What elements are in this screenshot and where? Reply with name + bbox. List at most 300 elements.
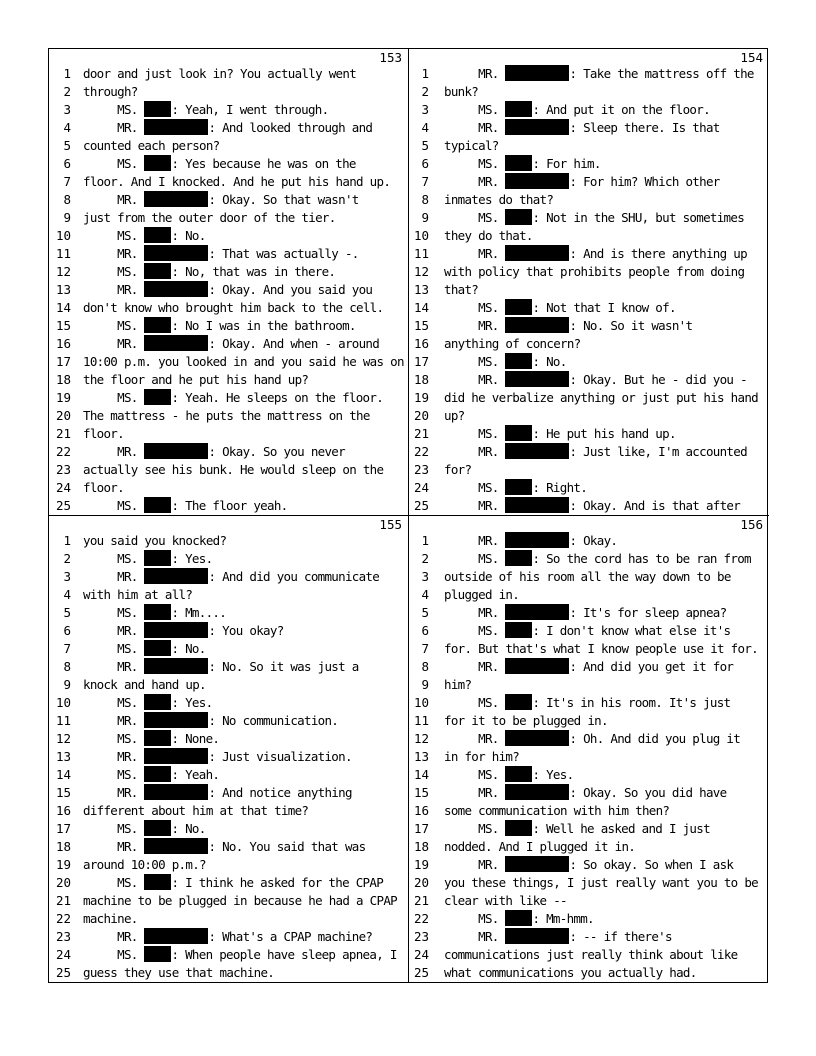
line-number: 22 bbox=[55, 444, 71, 459]
redaction-block bbox=[505, 820, 532, 836]
redaction-block bbox=[144, 658, 208, 674]
line-text: MS. : Yes. bbox=[83, 695, 213, 710]
line-text: 10:00 p.m. you looked in and you said he was on bbox=[83, 354, 404, 369]
line-number: 5 bbox=[63, 138, 71, 153]
line-number: 8 bbox=[421, 659, 429, 674]
line-number: 9 bbox=[421, 677, 429, 692]
line-number: 3 bbox=[421, 569, 429, 584]
line-text: MS. : For him. bbox=[444, 156, 601, 171]
line-number: 23 bbox=[55, 462, 71, 477]
line-text: communications just really think about like bbox=[444, 947, 738, 962]
line-number: 21 bbox=[413, 893, 429, 908]
line-text: MS. : I think he asked for the CPAP bbox=[83, 875, 384, 890]
transcript-line bbox=[409, 353, 769, 371]
transcript-line bbox=[49, 209, 408, 227]
page-number: 154 bbox=[740, 50, 763, 65]
transcript-line bbox=[409, 479, 769, 497]
redaction-block bbox=[505, 622, 532, 638]
line-text: door and just look in? You actually went bbox=[83, 66, 357, 81]
transcript-line bbox=[49, 766, 408, 784]
redaction-block bbox=[505, 209, 532, 225]
redaction-block bbox=[144, 748, 208, 764]
line-number: 21 bbox=[413, 426, 429, 441]
line-text: MS. : No I was in the bathroom. bbox=[83, 318, 356, 333]
line-text: MR. : Okay. But he - did you - bbox=[444, 372, 747, 387]
transcript-line bbox=[49, 856, 408, 874]
redaction-block bbox=[505, 479, 532, 495]
transcript-line bbox=[49, 874, 408, 892]
transcript-line bbox=[49, 622, 408, 640]
redaction-block bbox=[505, 245, 569, 261]
transcript-line bbox=[49, 568, 408, 586]
line-number: 11 bbox=[55, 713, 71, 728]
redaction-block bbox=[144, 928, 208, 944]
redaction-block bbox=[505, 532, 569, 548]
transcript-line bbox=[49, 317, 408, 335]
line-number: 6 bbox=[63, 623, 71, 638]
line-number: 7 bbox=[63, 174, 71, 189]
line-number: 17 bbox=[413, 354, 429, 369]
redaction-block bbox=[144, 838, 208, 854]
transcript-line bbox=[49, 820, 408, 838]
transcript-line bbox=[49, 461, 408, 479]
transcript-line bbox=[49, 425, 408, 443]
transcript-line bbox=[409, 263, 769, 281]
line-number: 19 bbox=[413, 857, 429, 872]
transcript-line bbox=[409, 658, 769, 676]
transcript-line bbox=[49, 892, 408, 910]
transcript-line bbox=[49, 838, 408, 856]
transcript-line bbox=[49, 443, 408, 461]
redaction-block bbox=[144, 155, 171, 171]
line-number: 5 bbox=[63, 605, 71, 620]
transcript-line bbox=[49, 65, 408, 83]
line-number: 8 bbox=[63, 659, 71, 674]
redaction-block bbox=[144, 820, 171, 836]
transcript-line bbox=[409, 245, 769, 263]
line-number: 16 bbox=[55, 803, 71, 818]
transcript-line bbox=[49, 946, 408, 964]
transcript-line bbox=[409, 281, 769, 299]
transcript-line bbox=[409, 694, 769, 712]
line-text: MS. : I don't know what else it's bbox=[444, 623, 731, 638]
line-text: MS. : Not that I know of. bbox=[444, 300, 676, 315]
transcript-page bbox=[409, 49, 769, 516]
line-text: MS. : Well he asked and I just bbox=[444, 821, 710, 836]
line-number: 18 bbox=[413, 839, 429, 854]
redaction-block bbox=[505, 910, 532, 926]
line-number: 11 bbox=[413, 713, 429, 728]
line-number: 14 bbox=[55, 767, 71, 782]
line-number: 6 bbox=[421, 623, 429, 638]
line-text: MS. : Not in the SHU, but sometimes bbox=[444, 210, 745, 225]
page-number: 153 bbox=[379, 50, 402, 65]
line-number: 4 bbox=[63, 120, 71, 135]
transcript-line bbox=[409, 946, 769, 964]
line-text: knock and hand up. bbox=[83, 677, 206, 692]
redaction-block bbox=[144, 604, 171, 620]
line-number: 7 bbox=[421, 641, 429, 656]
line-text: some communication with him then? bbox=[444, 803, 670, 818]
transcript-line bbox=[409, 155, 769, 173]
transcript-line bbox=[409, 173, 769, 191]
transcript-line bbox=[49, 712, 408, 730]
transcript-line bbox=[49, 281, 408, 299]
transcript-line bbox=[409, 622, 769, 640]
transcript-line bbox=[409, 65, 769, 83]
line-number: 12 bbox=[55, 731, 71, 746]
line-text: floor. And I knocked. And he put his hand up. bbox=[83, 174, 391, 189]
redaction-block bbox=[144, 730, 171, 746]
line-number: 20 bbox=[55, 408, 71, 423]
line-text: MS. : And put it on the floor. bbox=[444, 102, 710, 117]
line-text: MS. : No. bbox=[83, 641, 206, 656]
transcript-line bbox=[409, 532, 769, 550]
redaction-block bbox=[505, 353, 532, 369]
line-number: 19 bbox=[55, 857, 71, 872]
line-text: MR. : Just visualization. bbox=[83, 749, 352, 764]
line-text: you these things, I just really want you to be bbox=[444, 875, 758, 890]
line-number: 22 bbox=[413, 444, 429, 459]
line-text: MR. : -- if there's bbox=[444, 929, 672, 944]
line-number: 14 bbox=[413, 767, 429, 782]
line-number: 22 bbox=[413, 911, 429, 926]
line-number: 14 bbox=[413, 300, 429, 315]
line-text: actually see his bunk. He would sleep on the bbox=[83, 462, 384, 477]
transcript-line bbox=[49, 676, 408, 694]
redaction-block bbox=[505, 317, 569, 333]
redaction-block bbox=[144, 622, 208, 638]
line-text: him? bbox=[444, 677, 472, 692]
line-number: 11 bbox=[55, 246, 71, 261]
redaction-block bbox=[144, 281, 208, 297]
transcript-line bbox=[409, 730, 769, 748]
redaction-block bbox=[144, 443, 208, 459]
redaction-block bbox=[505, 65, 569, 81]
transcript-line bbox=[409, 407, 769, 425]
transcript-line bbox=[409, 317, 769, 335]
line-number: 14 bbox=[55, 300, 71, 315]
redaction-block bbox=[144, 766, 171, 782]
line-number: 18 bbox=[55, 839, 71, 854]
line-text: MR. : Okay. So you never bbox=[83, 444, 345, 459]
line-text: just from the outer door of the tier. bbox=[83, 210, 336, 225]
line-text: they do that. bbox=[444, 228, 533, 243]
transcript-page bbox=[49, 516, 409, 983]
redaction-block bbox=[144, 946, 171, 962]
line-number: 8 bbox=[63, 192, 71, 207]
transcript-line bbox=[409, 443, 769, 461]
transcript-line bbox=[49, 353, 408, 371]
transcript-line bbox=[49, 83, 408, 101]
line-number: 15 bbox=[55, 785, 71, 800]
line-number: 20 bbox=[413, 408, 429, 423]
transcript-line bbox=[409, 83, 769, 101]
redaction-block bbox=[505, 856, 569, 872]
line-number: 21 bbox=[55, 893, 71, 908]
transcript-line bbox=[409, 425, 769, 443]
line-text: did he verbalize anything or just put his hand bbox=[444, 390, 758, 405]
line-text: MR. : And notice anything bbox=[83, 785, 352, 800]
line-number: 13 bbox=[413, 282, 429, 297]
line-text: MS. : Yeah, I went through. bbox=[83, 102, 329, 117]
line-text: machine. bbox=[83, 911, 138, 926]
line-text: MS. : It's in his room. It's just bbox=[444, 695, 731, 710]
line-text: MR. : Take the mattress off the bbox=[444, 66, 754, 81]
line-number: 3 bbox=[421, 102, 429, 117]
line-text: for? bbox=[444, 462, 472, 477]
line-number: 4 bbox=[421, 120, 429, 135]
transcript-line bbox=[409, 335, 769, 353]
line-text: guess they use that machine. bbox=[83, 965, 275, 980]
line-number: 3 bbox=[63, 102, 71, 117]
line-text: bunk? bbox=[444, 84, 479, 99]
line-number: 16 bbox=[55, 336, 71, 351]
line-text: MR. : Sleep there. Is that bbox=[444, 120, 720, 135]
line-number: 15 bbox=[413, 785, 429, 800]
transcript-line bbox=[409, 191, 769, 209]
line-text: MS. : Yes because he was on the bbox=[83, 156, 356, 171]
transcript-line bbox=[409, 856, 769, 874]
line-text: for it to be plugged in. bbox=[444, 713, 608, 728]
line-text: The mattress - he puts the mattress on the bbox=[83, 408, 370, 423]
transcript-line bbox=[409, 497, 769, 515]
transcript-lines bbox=[49, 65, 408, 515]
redaction-block bbox=[144, 784, 208, 800]
line-number: 15 bbox=[55, 318, 71, 333]
line-number: 19 bbox=[413, 390, 429, 405]
line-number: 1 bbox=[63, 66, 71, 81]
line-text: inmates do that? bbox=[444, 192, 554, 207]
line-text: around 10:00 p.m.? bbox=[83, 857, 206, 872]
transcript-line bbox=[49, 586, 408, 604]
transcript-line bbox=[409, 748, 769, 766]
line-text: plugged in. bbox=[444, 587, 520, 602]
redaction-block bbox=[505, 425, 532, 441]
transcript-line bbox=[49, 137, 408, 155]
line-text: MR. : You okay? bbox=[83, 623, 284, 638]
redaction-block bbox=[144, 568, 208, 584]
line-number: 24 bbox=[413, 947, 429, 962]
redaction-block bbox=[505, 658, 569, 674]
transcript-line bbox=[49, 928, 408, 946]
transcript-line bbox=[49, 479, 408, 497]
transcript-line bbox=[49, 748, 408, 766]
transcript-line bbox=[409, 227, 769, 245]
transcript-lines bbox=[409, 532, 769, 982]
transcript-lines bbox=[409, 65, 769, 515]
transcript-lines bbox=[49, 532, 408, 982]
transcript-line bbox=[49, 227, 408, 245]
line-text: outside of his room all the way down to be bbox=[444, 569, 731, 584]
line-number: 24 bbox=[55, 480, 71, 495]
transcript-line bbox=[49, 191, 408, 209]
line-text: MR. : Just like, I'm accounted bbox=[444, 444, 747, 459]
line-number: 7 bbox=[421, 174, 429, 189]
redaction-block bbox=[505, 604, 569, 620]
line-text: typical? bbox=[444, 138, 499, 153]
transcript-line bbox=[409, 892, 769, 910]
transcript-line bbox=[409, 766, 769, 784]
transcript-line bbox=[409, 461, 769, 479]
transcript-line bbox=[49, 407, 408, 425]
transcript-line bbox=[49, 910, 408, 928]
line-text: MS. : No. bbox=[83, 228, 206, 243]
transcript-line bbox=[49, 389, 408, 407]
redaction-block bbox=[505, 371, 569, 387]
line-number: 19 bbox=[55, 390, 71, 405]
redaction-block bbox=[144, 497, 171, 513]
transcript-line bbox=[409, 604, 769, 622]
transcript-line bbox=[49, 604, 408, 622]
redaction-block bbox=[505, 550, 532, 566]
line-text: MR. : Okay. So that wasn't bbox=[83, 192, 359, 207]
transcript-line bbox=[49, 784, 408, 802]
line-number: 25 bbox=[55, 498, 71, 513]
redaction-block bbox=[505, 299, 532, 315]
line-text: MS. : Mm.... bbox=[83, 605, 227, 620]
line-number: 25 bbox=[413, 498, 429, 513]
line-number: 2 bbox=[63, 551, 71, 566]
line-text: MS. : The floor yeah. bbox=[83, 498, 288, 513]
line-text: MS. : Mm-hmm. bbox=[444, 911, 594, 926]
line-number: 2 bbox=[421, 551, 429, 566]
line-text: MS. : No. bbox=[444, 354, 567, 369]
line-text: floor. bbox=[83, 426, 124, 441]
redaction-block bbox=[505, 766, 532, 782]
line-number: 21 bbox=[55, 426, 71, 441]
line-text: MR. : Okay. And when - around bbox=[83, 336, 380, 351]
line-text: in for him? bbox=[444, 749, 520, 764]
line-text: MR. : And did you get it for bbox=[444, 659, 734, 674]
line-number: 5 bbox=[421, 605, 429, 620]
line-text: up? bbox=[444, 408, 465, 423]
line-text: through? bbox=[83, 84, 138, 99]
line-number: 13 bbox=[413, 749, 429, 764]
line-number: 5 bbox=[421, 138, 429, 153]
line-number: 23 bbox=[413, 462, 429, 477]
transcript-line bbox=[49, 532, 408, 550]
line-text: MR. : What's a CPAP machine? bbox=[83, 929, 373, 944]
line-number: 9 bbox=[63, 677, 71, 692]
line-text: clear with like -- bbox=[444, 893, 567, 908]
line-text: nodded. And I plugged it in. bbox=[444, 839, 636, 854]
line-text: machine to be plugged in because he had a CPAP bbox=[83, 893, 397, 908]
redaction-block bbox=[505, 730, 569, 746]
transcript-line bbox=[49, 550, 408, 568]
line-text: don't know who brought him back to the cell. bbox=[83, 300, 384, 315]
line-number: 1 bbox=[63, 533, 71, 548]
redaction-block bbox=[144, 119, 208, 135]
line-text: floor. bbox=[83, 480, 124, 495]
line-number: 23 bbox=[55, 929, 71, 944]
line-text: with policy that prohibits people from doing bbox=[444, 264, 745, 279]
transcript-line bbox=[409, 119, 769, 137]
line-number: 2 bbox=[63, 84, 71, 99]
redaction-block bbox=[144, 550, 171, 566]
line-text: MR. : Okay. And you said you bbox=[83, 282, 373, 297]
line-text: the floor and he put his hand up? bbox=[83, 372, 309, 387]
redaction-block bbox=[505, 119, 569, 135]
transcript-page bbox=[49, 49, 409, 516]
line-number: 13 bbox=[55, 282, 71, 297]
line-text: counted each person? bbox=[83, 138, 220, 153]
redaction-block bbox=[144, 874, 171, 890]
line-number: 12 bbox=[413, 264, 429, 279]
redaction-block bbox=[144, 191, 208, 207]
line-text: MR. : Okay. bbox=[444, 533, 618, 548]
line-text: MR. : So okay. So when I ask bbox=[444, 857, 734, 872]
transcript-line bbox=[409, 550, 769, 568]
line-number: 15 bbox=[413, 318, 429, 333]
line-number: 13 bbox=[55, 749, 71, 764]
redaction-block bbox=[144, 712, 208, 728]
redaction-block bbox=[144, 101, 171, 117]
transcript-line bbox=[49, 802, 408, 820]
redaction-block bbox=[505, 443, 569, 459]
line-text: MS. : So the cord has to be ran from bbox=[444, 551, 751, 566]
line-text: that? bbox=[444, 282, 479, 297]
line-number: 10 bbox=[55, 228, 71, 243]
line-text: MR. : No. So it was just a bbox=[83, 659, 359, 674]
redaction-block bbox=[505, 497, 569, 513]
transcript-line bbox=[409, 964, 769, 982]
redaction-block bbox=[505, 173, 569, 189]
transcript-line bbox=[409, 101, 769, 119]
line-text: MR. : Oh. And did you plug it bbox=[444, 731, 741, 746]
redaction-block bbox=[144, 694, 171, 710]
line-number: 4 bbox=[421, 587, 429, 602]
transcript-line bbox=[49, 497, 408, 515]
line-text: MR. : No communication. bbox=[83, 713, 339, 728]
redaction-block bbox=[144, 335, 208, 351]
transcript-line bbox=[409, 137, 769, 155]
transcript-line bbox=[409, 299, 769, 317]
transcript-line bbox=[409, 820, 769, 838]
line-number: 7 bbox=[63, 641, 71, 656]
transcript-line bbox=[409, 784, 769, 802]
line-number: 6 bbox=[421, 156, 429, 171]
transcript-line bbox=[49, 640, 408, 658]
line-text: MS. : None. bbox=[83, 731, 220, 746]
redaction-block bbox=[144, 389, 171, 405]
line-number: 11 bbox=[413, 246, 429, 261]
line-number: 18 bbox=[413, 372, 429, 387]
transcript-sheet bbox=[48, 48, 768, 983]
line-number: 18 bbox=[55, 372, 71, 387]
line-text: MR. : And is there anything up bbox=[444, 246, 747, 261]
line-number: 1 bbox=[421, 533, 429, 548]
transcript-line bbox=[49, 964, 408, 982]
transcript-line bbox=[409, 676, 769, 694]
redaction-block bbox=[505, 928, 569, 944]
redaction-block bbox=[505, 784, 569, 800]
transcript-line bbox=[49, 101, 408, 119]
redaction-block bbox=[144, 317, 171, 333]
line-text: MS. : Yes. bbox=[444, 767, 574, 782]
line-number: 10 bbox=[55, 695, 71, 710]
line-number: 12 bbox=[413, 731, 429, 746]
transcript-line bbox=[49, 155, 408, 173]
line-text: MR. : And did you communicate bbox=[83, 569, 380, 584]
line-number: 9 bbox=[63, 210, 71, 225]
line-text: MR. : And looked through and bbox=[83, 120, 373, 135]
line-text: MS. : Yes. bbox=[83, 551, 213, 566]
transcript-line bbox=[409, 802, 769, 820]
line-text: MS. : He put his hand up. bbox=[444, 426, 676, 441]
line-number: 25 bbox=[55, 965, 71, 980]
line-number: 25 bbox=[413, 965, 429, 980]
